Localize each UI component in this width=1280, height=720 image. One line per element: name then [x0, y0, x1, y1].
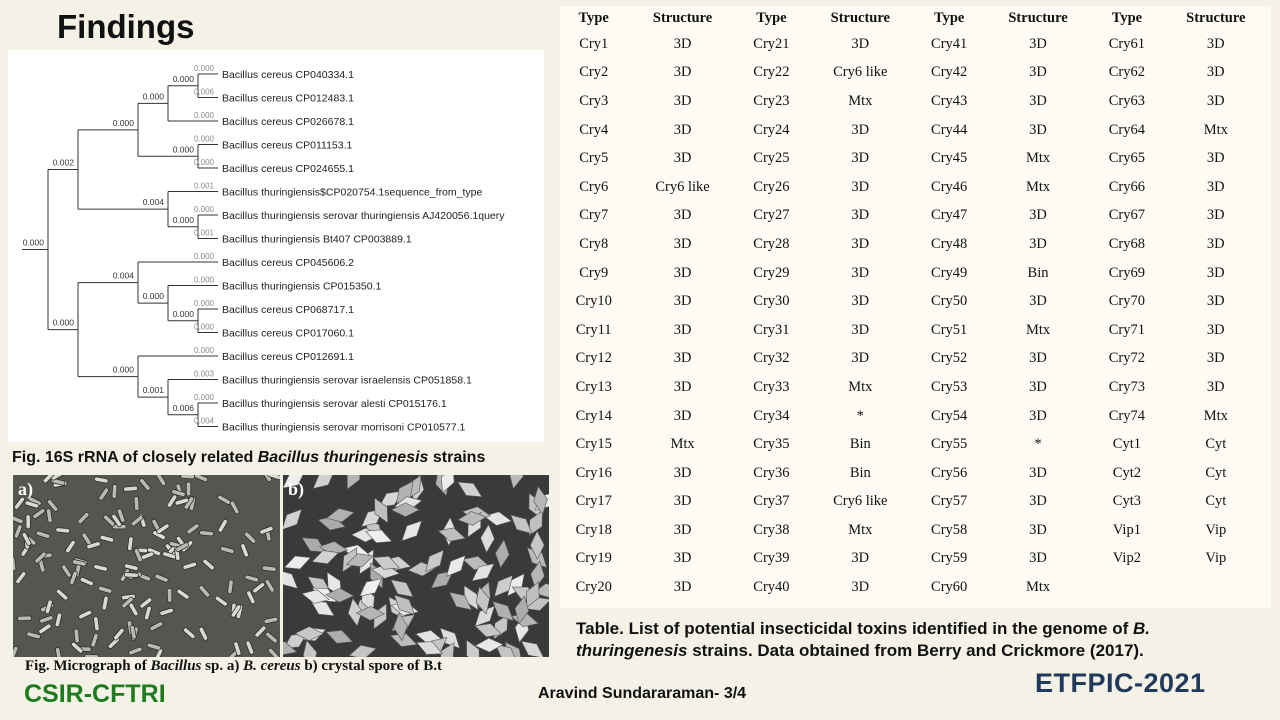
- table-row: [560, 116, 1271, 145]
- bacillus-cell: [26, 515, 31, 529]
- tree-leaf-label: Bacillus thuringiensis CP015350.1: [222, 280, 382, 293]
- author-footer: Aravind Sundararaman- 3/4: [538, 685, 747, 702]
- bacillus-cell: [181, 475, 195, 479]
- toxin-structure-cell: Mtx: [848, 378, 873, 395]
- toxin-type-cell: Cry29: [753, 264, 790, 281]
- toxin-structure-cell: 3D: [851, 293, 870, 310]
- table-row: [560, 430, 1271, 459]
- toxin-type-cell: Cry34: [753, 407, 790, 424]
- tree-leaf-label: Bacillus thuringiensis serovar thuringiensis AJ420056.1query: [222, 210, 505, 222]
- toxin-structure-cell: 3D: [673, 293, 692, 310]
- toxin-structure-cell: 3D: [1029, 293, 1047, 310]
- toxin-type-cell: Cry31: [753, 321, 790, 338]
- micrograph-caption: [25, 658, 442, 675]
- toxin-structure-cell: Cyt: [1205, 436, 1227, 453]
- toxin-type-cell: Cry20: [575, 579, 612, 596]
- bacillus-cell: [124, 572, 138, 577]
- toxin-structure-cell: 3D: [1029, 521, 1047, 538]
- table-header-cell: Type: [756, 9, 787, 26]
- leaf-branch-length: 0.001: [193, 228, 214, 238]
- toxin-type-cell: Cry67: [1108, 207, 1146, 224]
- toxin-type-cell: Cry35: [753, 436, 790, 453]
- toxin-structure-cell: 3D: [1206, 178, 1225, 195]
- toxin-type-cell: Cry73: [1108, 378, 1146, 395]
- event-name: ETFPIC-2021: [1035, 668, 1206, 698]
- toxin-structure-cell: 3D: [1206, 321, 1225, 338]
- toxin-type-cell: [1093, 573, 1160, 602]
- table-row: [560, 59, 1271, 88]
- toxin-type-cell: Cry50: [931, 293, 968, 310]
- toxin-structure-cell: Mtx: [1025, 579, 1051, 596]
- toxin-structure-cell: 3D: [673, 64, 692, 81]
- tree-leaf-label: Bacillus cereus CP068717.1: [222, 304, 354, 316]
- internal-branch-length: 0.004: [112, 270, 134, 281]
- toxin-type-cell: Cry63: [1108, 92, 1146, 109]
- toxin-type-cell: Cry54: [931, 407, 968, 424]
- toxin-type-cell: Cry49: [931, 264, 968, 281]
- leaf-branch-length: 0.000: [193, 346, 214, 355]
- toxin-structure-cell: 3D: [1029, 235, 1047, 252]
- toxin-structure-cell: 3D: [673, 407, 692, 424]
- table-row: [560, 316, 1271, 345]
- micro-caption-italic-species: B. cereus: [243, 658, 301, 674]
- micrograph-b-image: [283, 475, 549, 657]
- micro-caption-suffix: b) crystal spore of B.t: [300, 658, 442, 674]
- internal-branch-length: 0.000: [142, 291, 164, 302]
- toxin-type-cell: Cry5: [579, 150, 609, 167]
- tree-leaf-label: Bacillus cereus CP024655.1: [222, 163, 354, 175]
- leaf-branch-length: 0.000: [193, 275, 214, 285]
- toxin-structure-cell: 3D: [1206, 150, 1225, 167]
- toxin-type-cell: Cry42: [931, 64, 968, 81]
- toxin-structure-cell: 3D: [1206, 64, 1225, 81]
- toxin-type-cell: Cry60: [931, 579, 968, 596]
- toxin-structure-cell: 3D: [1029, 35, 1047, 52]
- table-caption-prefix: Table. List of potential insecticidal toxins identified in the genome of: [576, 619, 1133, 638]
- micrograph-crystal-spore: [283, 475, 549, 657]
- bacillus-cell: [167, 588, 172, 602]
- toxin-structure-cell: 3D: [673, 493, 692, 510]
- toxin-type-cell: Cry48: [931, 235, 968, 252]
- toxin-structure-cell: Mtx: [848, 521, 873, 538]
- table-header-cell: Structure: [1008, 9, 1068, 26]
- micrograph-label-b: b): [288, 479, 305, 499]
- toxin-structure-cell: 3D: [1206, 264, 1225, 281]
- toxin-structure-cell: 3D: [851, 235, 870, 252]
- table-row: [560, 202, 1271, 231]
- toxin-structure-cell: 3D: [673, 35, 692, 52]
- tree-caption-italic: Bacillus thuringenesis: [257, 449, 429, 466]
- toxin-type-cell: Cry3: [579, 92, 609, 109]
- toxin-table: [560, 6, 1271, 602]
- table-row: [560, 488, 1271, 517]
- toxin-structure-cell: 3D: [1029, 407, 1047, 424]
- toxin-structure-cell: 3D: [673, 521, 692, 538]
- toxin-type-cell: Cry21: [753, 35, 790, 52]
- table-row: [560, 459, 1271, 488]
- toxin-structure-cell: 3D: [1029, 207, 1047, 224]
- toxin-type-cell: Vip1: [1112, 521, 1141, 538]
- toxin-structure-cell: Mtx: [1025, 178, 1051, 195]
- toxin-structure-cell: 3D: [1206, 235, 1225, 252]
- table-row: [560, 87, 1271, 116]
- leaf-branch-length: 0.000: [193, 322, 214, 332]
- leaf-branch-length: 0.000: [193, 252, 214, 261]
- tree-leaf-label: Bacillus cereus CP012483.1: [222, 92, 354, 105]
- toxin-type-cell: Cry6: [579, 178, 609, 195]
- leaf-branch-length: 0.000: [193, 205, 214, 214]
- toxin-type-cell: Cry26: [753, 178, 790, 195]
- tree-leaf-label: Bacillus cereus CP017060.1: [222, 327, 354, 340]
- toxin-type-cell: Cry22: [753, 64, 790, 81]
- table-header-cell: Type: [578, 9, 609, 26]
- toxin-structure-cell: 3D: [851, 321, 870, 338]
- tree-svg: [8, 50, 544, 442]
- toxin-structure-cell: 3D: [1029, 550, 1047, 567]
- bacillus-cell: [56, 527, 70, 533]
- bacillus-cell: [134, 496, 139, 510]
- internal-branch-length: 0.000: [172, 214, 194, 225]
- bacillus-cell: [199, 530, 213, 536]
- tree-leaf-label: Bacillus thuringiensis serovar israelensis CP051858.1: [222, 374, 472, 387]
- toxin-type-cell: Cry30: [753, 293, 790, 310]
- toxin-type-cell: Cry16: [575, 464, 612, 481]
- toxin-structure-cell: 3D: [1206, 293, 1225, 310]
- toxin-structure-cell: 3D: [673, 264, 692, 281]
- toxin-type-cell: Cry40: [753, 579, 790, 596]
- slide-title: Findings: [57, 8, 195, 45]
- internal-branch-length: 0.001: [142, 385, 164, 396]
- toxin-type-cell: Cry72: [1108, 350, 1146, 367]
- table-header-cell: Structure: [830, 9, 890, 26]
- toxin-structure-cell: 3D: [673, 350, 692, 367]
- toxin-structure-cell: 3D: [1029, 493, 1047, 510]
- toxin-type-cell: Cry4: [579, 121, 609, 138]
- tree-leaf-label: Bacillus cereus CP026678.1: [222, 116, 354, 128]
- micro-caption-mid: sp. a): [201, 658, 244, 674]
- leaf-branch-length: 0.000: [193, 134, 214, 144]
- toxin-type-cell: Cry36: [753, 464, 790, 481]
- table-row: [560, 144, 1271, 173]
- toxin-structure-cell: [1161, 573, 1271, 602]
- toxin-structure-cell: 3D: [1029, 121, 1047, 138]
- toxin-type-cell: Cry62: [1108, 64, 1146, 81]
- table-header-row: [560, 6, 1271, 30]
- tree-caption-prefix: Fig. 16S rRNA of closely related: [12, 449, 258, 466]
- toxin-type-cell: Cry43: [931, 92, 968, 109]
- toxin-type-cell: Cry11: [575, 321, 612, 338]
- toxin-structure-cell: 3D: [851, 150, 870, 167]
- toxin-structure-cell: 3D: [851, 121, 870, 138]
- table-row: [560, 402, 1271, 431]
- toxin-structure-cell: Mtx: [848, 92, 873, 109]
- toxin-type-cell: Cry7: [579, 207, 609, 224]
- toxin-type-cell: Cry28: [753, 235, 790, 252]
- table-caption-italic: B. thuringenesis: [576, 619, 1150, 660]
- toxin-structure-cell: Mtx: [1025, 150, 1051, 167]
- toxin-type-cell: Cry33: [753, 378, 790, 395]
- toxin-structure-cell: 3D: [851, 579, 870, 596]
- toxin-structure-cell: Cry6 like: [833, 493, 888, 510]
- toxin-structure-cell: 3D: [851, 550, 870, 567]
- internal-branch-length: 0.000: [112, 364, 134, 375]
- leaf-branch-length: 0.006: [193, 87, 214, 97]
- table-row: [560, 287, 1271, 316]
- organization-logo-text: CSIR-CFTRI: [24, 680, 166, 708]
- tree-leaf-label: Bacillus thuringiensis serovar alesti CP015176.1: [222, 398, 447, 410]
- toxin-structure-cell: 3D: [1029, 92, 1047, 109]
- internal-branch-length: 0.000: [142, 91, 164, 102]
- tree-leaf-label: Bacillus thuringiensis Bt407 CP003889.1: [222, 233, 412, 246]
- toxin-structure-cell: Mtx: [670, 436, 695, 453]
- toxin-type-cell: Cyt1: [1112, 436, 1141, 453]
- internal-branch-length: 0.002: [52, 157, 74, 168]
- toxin-type-cell: Cry51: [931, 321, 968, 338]
- toxin-type-cell: Vip2: [1112, 550, 1141, 567]
- toxin-type-cell: Cry45: [931, 150, 968, 167]
- toxin-structure-cell: 3D: [673, 121, 692, 138]
- toxin-structure-cell: 3D: [1029, 350, 1047, 367]
- tree-leaf-label: Bacillus thuringiensis$CP020754.1sequence_from_type: [222, 186, 483, 199]
- toxin-structure-cell: *: [856, 407, 864, 424]
- micro-caption-italic-genus: Bacillus: [150, 658, 202, 674]
- micro-caption-prefix: Fig. Micrograph of: [25, 658, 151, 674]
- toxin-type-cell: Cry25: [753, 150, 790, 167]
- table-header-cell: Type: [933, 9, 965, 26]
- toxin-type-cell: Cry23: [753, 92, 790, 109]
- toxin-structure-cell: Bin: [849, 464, 871, 481]
- table-row: [560, 545, 1271, 574]
- toxin-structure-cell: Bin: [849, 436, 871, 453]
- table-row: [560, 345, 1271, 374]
- toxin-structure-cell: Bin: [1027, 264, 1049, 281]
- toxin-structure-cell: 3D: [851, 207, 870, 224]
- tree-leaf-label: Bacillus thuringiensis serovar morrisoni CP010577.1: [222, 421, 466, 434]
- leaf-branch-length: 0.000: [193, 299, 214, 308]
- table-row: [560, 30, 1271, 59]
- table-header-cell: Structure: [652, 9, 713, 26]
- toxin-structure-cell: Mtx: [1203, 121, 1228, 138]
- tree-leaf-label: Bacillus cereus CP040334.1: [222, 69, 354, 81]
- toxin-type-cell: Cry47: [931, 207, 968, 224]
- toxin-type-cell: Cry61: [1108, 35, 1146, 52]
- bacillus-cell: [85, 654, 99, 657]
- toxin-structure-cell: 3D: [1206, 378, 1225, 395]
- phylogenetic-tree: [8, 50, 544, 442]
- internal-branch-length: 0.000: [52, 317, 74, 328]
- toxin-type-cell: Cry37: [753, 493, 790, 510]
- toxin-type-cell: Cry24: [753, 121, 790, 138]
- tree-leaf-label: Bacillus cereus CP011153.1: [222, 139, 353, 152]
- table-header-cell: Structure: [1186, 9, 1246, 26]
- toxin-structure-cell: 3D: [673, 550, 692, 567]
- toxin-structure-cell: 3D: [1206, 350, 1225, 367]
- toxin-structure-cell: 3D: [1206, 92, 1225, 109]
- table-row: [560, 259, 1271, 288]
- leaf-branch-length: 0.001: [193, 181, 214, 191]
- micrograph-b-cereus: [13, 475, 280, 657]
- toxin-structure-cell: Vip: [1205, 521, 1227, 538]
- internal-branch-length: 0.004: [142, 197, 164, 208]
- tree-caption: [12, 449, 485, 467]
- table-row: [560, 573, 1271, 602]
- toxin-structure-cell: 3D: [673, 579, 692, 596]
- leaf-branch-length: 0.000: [193, 393, 214, 402]
- toxin-type-cell: Cry19: [575, 550, 612, 567]
- toxin-type-cell: Cry66: [1108, 178, 1146, 195]
- toxin-type-cell: Cry65: [1108, 150, 1146, 167]
- bacillus-cell: [74, 629, 80, 643]
- internal-branch-length: 0.000: [172, 308, 194, 319]
- toxin-type-cell: Cry8: [579, 235, 609, 252]
- table-caption: [576, 618, 1216, 662]
- toxin-structure-cell: 3D: [673, 235, 692, 252]
- toxin-structure-cell: 3D: [673, 207, 692, 224]
- toxin-type-cell: Cry58: [931, 521, 968, 538]
- bacillus-cell: [123, 486, 137, 492]
- toxin-type-cell: Cry69: [1108, 264, 1146, 281]
- toxin-structure-cell: 3D: [673, 150, 692, 167]
- toxin-structure-cell: Mtx: [1025, 321, 1051, 338]
- leaf-branch-length: 0.000: [193, 64, 214, 73]
- toxin-structure-cell: 3D: [673, 92, 692, 109]
- toxin-type-cell: Cyt2: [1112, 464, 1141, 481]
- toxin-type-cell: Cry74: [1108, 407, 1146, 424]
- toxin-type-cell: Cyt3: [1112, 493, 1141, 510]
- toxin-type-cell: Cry55: [931, 436, 968, 453]
- leaf-branch-length: 0.000: [193, 158, 214, 167]
- toxin-structure-cell: 3D: [1029, 464, 1047, 481]
- toxin-structure-cell: 3D: [851, 350, 870, 367]
- table-row: [560, 516, 1271, 545]
- toxin-type-cell: Cry13: [575, 378, 612, 395]
- internal-branch-length: 0.000: [172, 73, 194, 84]
- toxin-structure-cell: 3D: [851, 35, 870, 52]
- toxin-type-cell: Cry46: [931, 178, 968, 195]
- toxin-type-cell: Cry39: [753, 550, 790, 567]
- toxin-type-cell: Cry32: [753, 350, 790, 367]
- toxin-type-cell: Cry71: [1108, 321, 1146, 338]
- toxin-structure-cell: 3D: [1029, 64, 1047, 81]
- toxin-structure-cell: 3D: [673, 378, 692, 395]
- table-row: [560, 373, 1271, 402]
- toxin-structure-cell: 3D: [673, 464, 692, 481]
- toxin-structure-cell: 3D: [851, 178, 870, 195]
- micrograph-label-a: a): [18, 479, 33, 499]
- toxin-structure-cell: Mtx: [1203, 407, 1228, 424]
- table-caption-suffix: strains. Data obtained from Berry and Crickmore (2017).: [687, 641, 1144, 660]
- bacillus-cell: [186, 482, 190, 496]
- toxin-type-cell: Cry18: [575, 521, 612, 538]
- tree-leaf-label: Bacillus cereus CP012691.1: [222, 351, 354, 363]
- toxin-type-cell: Cry64: [1108, 121, 1146, 138]
- toxin-type-cell: Cry57: [931, 493, 968, 510]
- toxin-type-cell: Cry70: [1108, 293, 1146, 310]
- tree-caption-suffix: strains: [428, 449, 486, 466]
- toxin-type-cell: Cry38: [753, 521, 790, 538]
- internal-branch-length: 0.000: [172, 144, 194, 155]
- toxin-structure-cell: *: [1034, 436, 1042, 453]
- toxin-structure-cell: 3D: [851, 264, 870, 281]
- bacillus-cell: [17, 616, 31, 621]
- toxin-structure-cell: 3D: [1206, 35, 1225, 52]
- toxin-type-cell: Cry56: [931, 464, 968, 481]
- toxin-type-cell: Cry68: [1108, 235, 1146, 252]
- toxin-structure-cell: Cry6 like: [833, 64, 888, 81]
- toxin-type-cell: Cry41: [931, 35, 968, 52]
- toxin-type-cell: Cry59: [931, 550, 968, 567]
- toxin-type-cell: Cry27: [753, 207, 790, 224]
- toxin-type-cell: Cry52: [931, 350, 968, 367]
- toxin-table-panel: [560, 6, 1271, 608]
- leaf-branch-length: 0.003: [193, 369, 214, 379]
- toxin-type-cell: Cry2: [579, 64, 609, 81]
- table-row: [560, 173, 1271, 202]
- toxin-type-cell: Cry12: [575, 350, 612, 367]
- toxin-structure-cell: 3D: [1206, 207, 1225, 224]
- toxin-type-cell: Cry1: [579, 35, 609, 52]
- toxin-structure-cell: 3D: [673, 321, 692, 338]
- toxin-structure-cell: Cyt: [1205, 464, 1227, 481]
- leaf-branch-length: 0.000: [193, 111, 214, 120]
- toxin-structure-cell: 3D: [1029, 378, 1047, 395]
- bacillus-cell: [112, 484, 117, 498]
- toxin-type-cell: Cry44: [931, 121, 968, 138]
- micrograph-a-image: [13, 475, 280, 657]
- internal-branch-length: 0.000: [112, 117, 134, 128]
- table-header-cell: Type: [1111, 9, 1143, 26]
- toxin-type-cell: Cry10: [575, 293, 612, 310]
- internal-branch-length: 0.000: [22, 237, 44, 248]
- toxin-structure-cell: Vip: [1205, 550, 1227, 567]
- toxin-type-cell: Cry15: [575, 436, 612, 453]
- toxin-type-cell: Cry9: [579, 264, 609, 281]
- toxin-structure-cell: Cyt: [1205, 493, 1227, 510]
- toxin-type-cell: Cry17: [575, 493, 612, 510]
- toxin-type-cell: Cry14: [575, 407, 612, 424]
- table-row: [560, 230, 1271, 259]
- leaf-branch-length: 0.004: [193, 416, 214, 426]
- internal-branch-length: 0.006: [172, 402, 194, 413]
- tree-leaf-label: Bacillus cereus CP045606.2: [222, 257, 354, 269]
- toxin-structure-cell: Cry6 like: [655, 178, 710, 195]
- toxin-type-cell: Cry53: [931, 378, 968, 395]
